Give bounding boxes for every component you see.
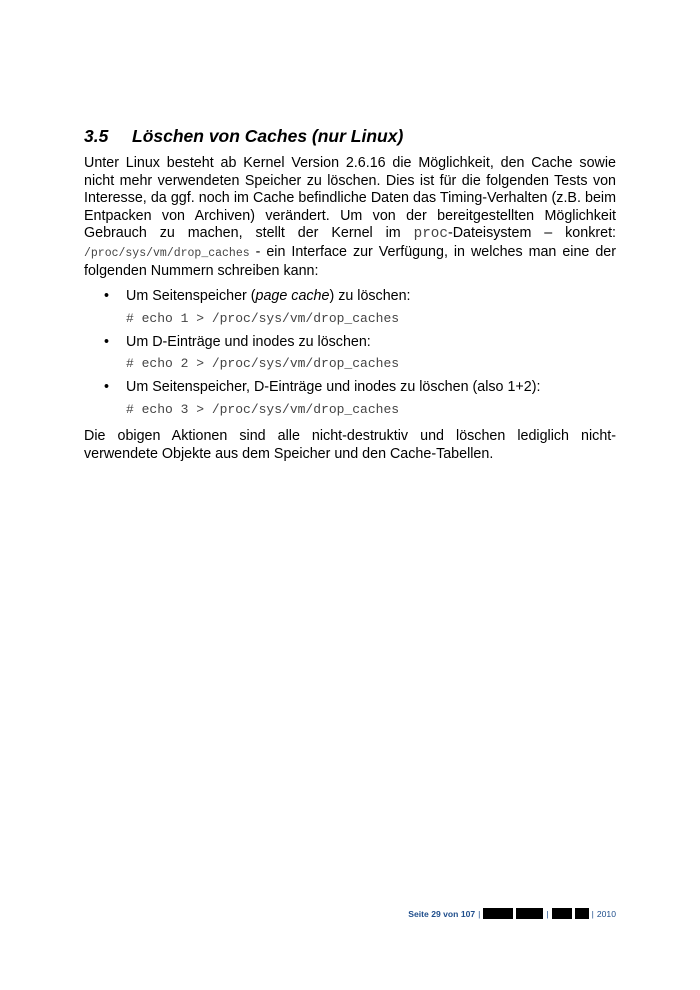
list-item <box>84 288 616 327</box>
list-item <box>84 379 616 418</box>
intro-paragraph <box>84 155 616 280</box>
redaction-bar <box>575 908 589 919</box>
list-item <box>84 334 616 373</box>
bullet-text-before: Um Seitenspeicher ( <box>126 288 256 305</box>
bullet-text <box>126 288 616 306</box>
bullet-text <box>126 334 616 352</box>
footer-separator: | <box>478 908 481 919</box>
bullet-icon: • <box>104 379 110 396</box>
bullet-list <box>84 288 616 418</box>
intro-text-4: ein Interface zur Verfügung, in welches man eine der folgenden Nummern schreiben kann: <box>84 243 616 279</box>
redaction-bar <box>483 908 513 919</box>
section-number: 3.5 <box>84 126 109 146</box>
intro-text-2: -Dateisystem – konkret: <box>447 225 617 242</box>
page-footer <box>408 908 616 919</box>
page-number: Seite 29 von 107 <box>408 908 476 919</box>
bullet-text-before: Um D-Einträge und inodes zu löschen: <box>126 333 371 350</box>
command-line: # echo 3 > /proc/sys/vm/drop_caches <box>126 401 400 417</box>
bullet-icon: • <box>104 288 110 305</box>
proc-code: proc <box>413 226 448 243</box>
footer-separator: | <box>591 908 594 919</box>
closing-paragraph: Die obigen Aktionen sind alle nicht-destruktiv und löschen lediglich nicht-verwendete Objekte aus dem Speicher und den Cache-Tabellen. <box>84 427 616 462</box>
intro-text-3: - <box>249 243 267 260</box>
command-line: # echo 2 > /proc/sys/vm/drop_caches <box>126 356 400 372</box>
section-title: Löschen von Caches (nur Linux) <box>132 126 404 146</box>
page-content <box>84 122 616 463</box>
bullet-text <box>126 379 616 397</box>
redaction-bar <box>552 908 572 919</box>
section-heading <box>84 122 616 150</box>
intro-text-1: Unter Linux besteht ab Kernel Version 2.6.16 die Möglichkeit, den Cache sowie nicht mehr verwendeten Speicher zu löschen. Dies ist für die folgenden Tests von Interesse, da ggf. noch im Cache befindliche Daten das Timing-Verhalten (z.B. beim Entpacken von Archiven) verändert. Um von der bereitgestellten Möglichkeit Gebrauch zu machen, stellt der Kernel im <box>84 155 616 242</box>
footer-year: 2010 <box>596 908 616 919</box>
bullet-icon: • <box>104 333 110 350</box>
drop-caches-path: /proc/sys/vm/drop_caches <box>84 246 250 260</box>
bullet-text-before: Um Seitenspeicher, D-Einträge und inodes zu löschen (also 1+2): <box>126 379 541 396</box>
bullet-text-after: ) zu löschen: <box>329 288 411 305</box>
footer-separator: | <box>546 908 549 919</box>
bullet-italic: page cache <box>255 288 330 305</box>
command-line: # echo 1 > /proc/sys/vm/drop_caches <box>126 310 400 326</box>
redaction-bar <box>516 908 543 919</box>
